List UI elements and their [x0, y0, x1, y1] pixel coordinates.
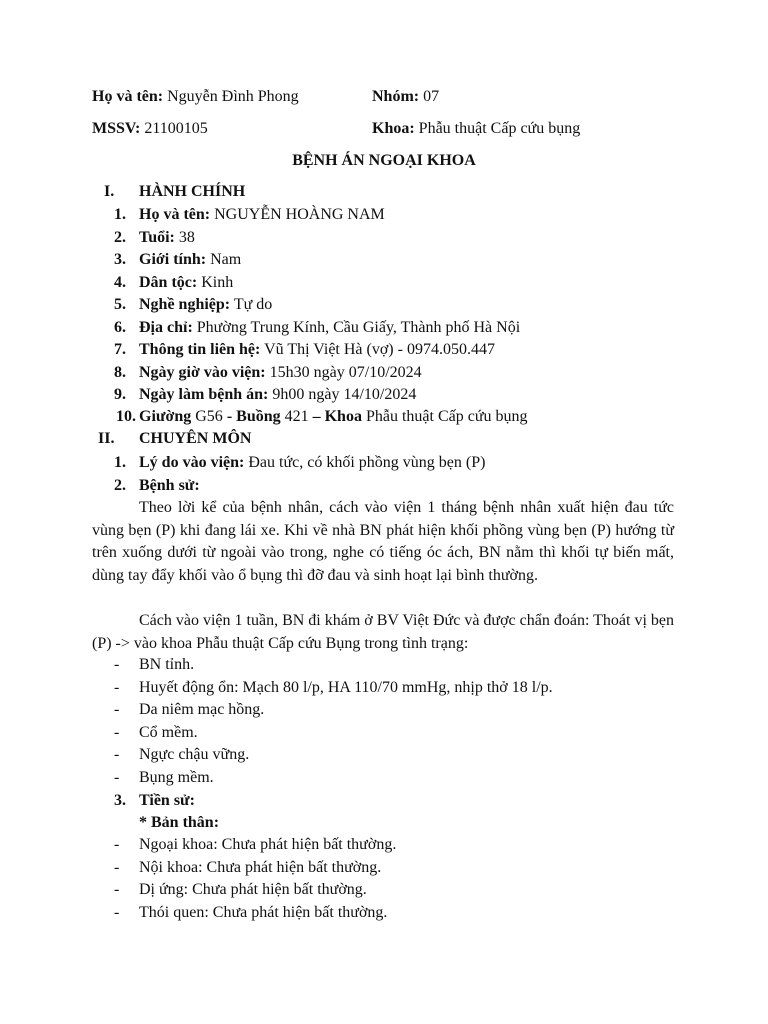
list-item-text: Ngoại khoa: Chưa phát hiện bất thường.: [139, 836, 397, 853]
page-title: [0, 150, 768, 173]
item-number: 6.: [114, 318, 126, 336]
ward-value: Phẫu thuật Cấp cứu bụng: [365, 408, 528, 425]
bullet-dash: -: [114, 701, 120, 718]
list-item-text: Huyết động ổn: Mạch 80 l/p, HA 110/70 mmHg, nhịp thở 18 l/p.: [139, 678, 553, 696]
student-name-label: Họ và tên:: [92, 88, 164, 105]
student-name-value: Nguyễn Đình Phong: [167, 88, 299, 105]
history-paragraph-2: Cách vào viện 1 tuần, BN đi khám ở BV Việt Đức và được chẩn đoán: Thoát vị bẹn (P) -> vào khoa Phẫu thuật Cấp cứu Bụng trong tình trạng:: [92, 612, 674, 652]
bed-value: G56: [195, 408, 223, 425]
student-id-label: MSSV:: [92, 120, 141, 137]
student-id-value: 21100105: [144, 120, 208, 137]
bullet-dash: -: [114, 881, 120, 898]
group-label: Nhóm:: [372, 88, 420, 105]
list-item-text: Bụng mềm.: [139, 768, 214, 786]
list-item-text: Nội khoa: Chưa phát hiện bất thường.: [139, 858, 382, 876]
item-number: 3.: [114, 792, 126, 809]
section-numeral: II.: [98, 430, 115, 447]
item-value: Vũ Thị Việt Hà (vợ) - 0974.050.447: [264, 341, 495, 358]
list-item-text: Thói quen: Chưa phát hiện bất thường.: [139, 903, 388, 921]
list-item-text: Cổ mềm.: [139, 723, 198, 741]
separator: -: [226, 408, 233, 425]
room-label: Buồng: [236, 408, 281, 425]
item-number: 7.: [114, 341, 126, 358]
item-number: 4.: [114, 273, 126, 291]
list-item-text: Da niêm mạc hồng.: [139, 701, 265, 718]
bed-label: Giường: [139, 408, 192, 425]
item-value: NGUYỄN HOÀNG NAM: [214, 206, 385, 223]
item-number: 2.: [114, 477, 126, 494]
list-item-text: BN tỉnh.: [139, 656, 195, 673]
group-number: [372, 86, 439, 109]
item-label: Địa chỉ:: [139, 318, 193, 336]
item-label: Giới tính:: [139, 251, 207, 268]
history-paragraph-1: Theo lời kể của bệnh nhân, cách vào viện 1 tháng bệnh nhân xuất hiện đau tức vùng bẹn (P) khi đang lái xe. Khi về nhà BN phát hiện khối phồng vùng bẹn (P) hướng từ trên xuống dưới từ ngoài vào trong, nghe có tiếng óc ách, BN nằm thì khối tự biến mất, dùng tay đẩy khối vào ổ bụng thì đỡ đau và sinh hoạt lại bình thường.: [92, 499, 674, 584]
item-label: Ngày giờ vào viện:: [139, 363, 266, 381]
bullet-dash: -: [114, 903, 120, 921]
section-title: HÀNH CHÍNH: [139, 183, 246, 200]
reason-value: Đau tức, có khối phồng vùng bẹn (P): [248, 454, 486, 471]
section-numeral: I.: [104, 183, 115, 200]
history-label: Bệnh sử:: [139, 477, 200, 494]
item-label: Dân tộc:: [139, 273, 198, 291]
bullet-dash: -: [114, 723, 120, 741]
item-value: Nam: [210, 251, 242, 268]
department: [372, 118, 580, 141]
group-value: 07: [423, 88, 440, 105]
item-number: 3.: [114, 251, 126, 268]
item-number: 8.: [114, 363, 126, 381]
item-number: 9.: [114, 386, 126, 403]
bullet-dash: -: [114, 656, 120, 673]
ward-label: Khoa: [324, 408, 362, 425]
item-value: 15h30 ngày 07/10/2024: [269, 363, 422, 381]
department-value: Phẫu thuật Cấp cứu bụng: [418, 120, 581, 137]
item-label: Tuổi:: [139, 228, 175, 246]
bullet-dash: -: [114, 678, 120, 696]
section-title: CHUYÊN MÔN: [139, 430, 252, 447]
bullet-dash: -: [114, 746, 120, 763]
department-label: Khoa:: [372, 120, 415, 137]
item-number: 2.: [114, 228, 126, 246]
item-value: Phường Trung Kính, Cầu Giấy, Thành phố Hà Nội: [196, 318, 521, 336]
student-name: [92, 86, 299, 109]
item-value: Tự do: [233, 296, 273, 313]
item-value: 9h00 ngày 14/10/2024: [272, 386, 417, 403]
item-label: Ngày làm bệnh án:: [139, 386, 269, 403]
bullet-dash: -: [114, 836, 120, 853]
list-item-text: Dị ứng: Chưa phát hiện bất thường.: [139, 881, 367, 898]
room-value: 421: [284, 408, 309, 425]
item-value: Kinh: [201, 273, 234, 291]
item-label: Thông tin liên hệ:: [139, 341, 261, 358]
past-history-label: Tiền sử:: [139, 792, 195, 809]
list-item-text: Ngực chậu vững.: [139, 746, 250, 763]
item-value: 38: [178, 228, 195, 246]
personal-history-label: * Bản thân:: [139, 814, 220, 831]
reason-label: Lý do vào viện:: [139, 454, 245, 471]
bullet-dash: -: [114, 858, 120, 876]
separator: –: [312, 408, 321, 425]
item-number: 5.: [114, 296, 126, 313]
page-title-text: BỆNH ÁN NGOẠI KHOA: [292, 152, 476, 169]
item-number: 1.: [114, 206, 126, 223]
item-number: 10.: [116, 408, 136, 425]
item-label: Họ và tên:: [139, 206, 211, 223]
student-id: [92, 118, 208, 141]
item-label: Nghề nghiệp:: [139, 296, 231, 313]
item-number: 1.: [114, 454, 126, 471]
bullet-dash: -: [114, 768, 120, 786]
